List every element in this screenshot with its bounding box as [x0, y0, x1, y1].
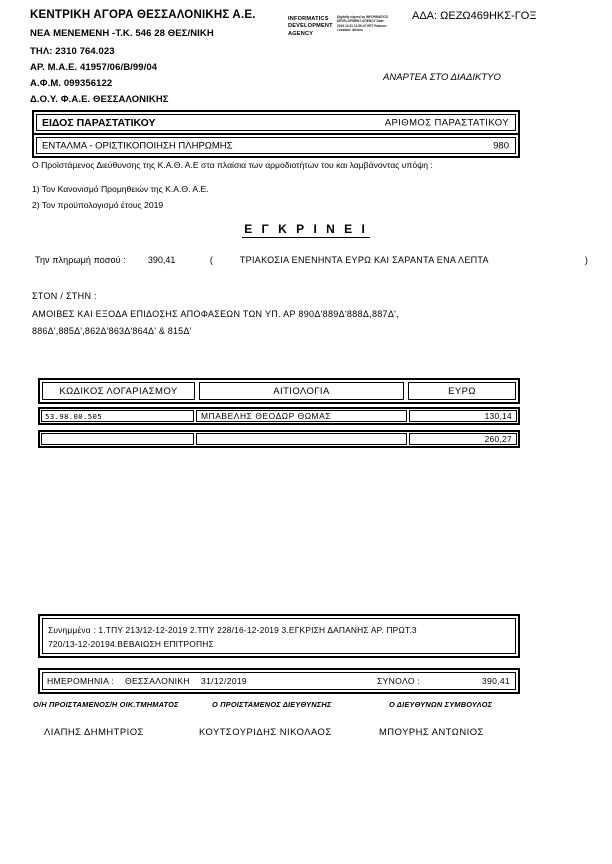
- payment-amount-words: ΤΡΙΑΚΟΣΙΑ ΕΝΕΝΗΝΤΑ ΕΥΡΩ ΚΑΙ ΣΑΡΑΝΤΑ ΕΝΑ ΛΕΠΤΑ: [239, 255, 489, 265]
- date-city: ΘΕΣΣΑΛΟΝΙΚΗ: [125, 676, 190, 686]
- attachments-box: [38, 614, 520, 658]
- informatics-development-agency-logo: INFORMATICS DEVELOPMENT AGENCY: [288, 16, 333, 37]
- attachments-line-1: Συνημμένα : 1.ΤΠΥ 213/12-12-2019 2.ΤΠΥ 228/16-12-2019 3.ΕΓΚΡΙΣΗ ΔΑΠΑΝΗΣ ΑΡ. ΠΡΩΤ.3: [48, 625, 417, 635]
- date-label: ΗΜΕΡΟΜΗΝΙΑ :: [47, 676, 115, 686]
- table-row: [38, 407, 520, 425]
- attachments-line-2: 720/13-12-20194.ΒΕΒΑΙΩΣΗ ΕΠΙΤΡΟΠΗΣ: [48, 639, 214, 649]
- total-value: 390,41: [481, 676, 510, 686]
- organization-title: ΚΕΝΤΡΙΚΗ ΑΓΟΡΑ ΘΕΣΣΑΛΟΝΙΚΗΣ Α.Ε.: [30, 9, 256, 21]
- total-label: ΣΥΝΟΛΟ :: [377, 676, 421, 686]
- organization-doy: Δ.Ο.Υ. Φ.Α.Ε. ΘΕΣΣΑΛΟΝΙΚΗΣ: [30, 94, 169, 105]
- signature-title-2: Ο ΠΡΟΙΣΤΑΜΕΝΟΣ ΔΙΕΥΘΥΝΣΗΣ: [212, 700, 332, 709]
- organization-afm: Α.Φ.Μ. 099356122: [30, 78, 113, 89]
- payment-amount-row: [35, 255, 588, 265]
- ada-code: ΑΔΑ: ΩΕΖΩ469ΗΚΣ-ΓΟΞ: [412, 10, 537, 22]
- preamble-item-2: 2) Τον προϋπολογισμό έτους 2019: [32, 200, 164, 210]
- payment-amount: 390,41: [147, 255, 176, 265]
- document-type-header-label: ΕΙΔΟΣ ΠΑΡΑΣΤΑΤΙΚΟΥ: [42, 116, 156, 129]
- column-header-account-code: ΚΩΔΙΚΟΣ ΛΟΓΑΡΙΑΣΜΟΥ: [42, 382, 195, 400]
- table-row: [38, 430, 520, 448]
- cell-description: [196, 433, 407, 445]
- column-header-description: ΑΙΤΙΟΛΟΓΙΑ: [199, 382, 404, 400]
- recipient-label: ΣΤΟΝ / ΣΤΗΝ :: [32, 291, 97, 301]
- document-type-value: ΕΝΤΑΛΜΑ - ΟΡΙΣΤΙΚΟΠΟΙΗΣΗ ΠΛΗΡΩΜΗΣ: [42, 140, 233, 151]
- signature-name-2: ΚΟΥΤΣΟΥΡΙΔΗΣ ΝΙΚΟΛΑΟΣ: [199, 726, 332, 737]
- organization-address: ΝΕΑ ΜΕΝΕΜΕΝΗ -Τ.Κ. 546 28 ΘΕΣ/ΝΙΚΗ: [30, 28, 214, 39]
- approval-heading: [0, 222, 612, 236]
- payment-label: Την πληρωμή ποσού :: [35, 255, 126, 265]
- organization-phone: ΤΗΛ: 2310 764.023: [30, 46, 115, 57]
- preamble-item-1: 1) Τον Κανονισμό Προμηθειών της Κ.Α.Θ. Α.Ε.: [32, 184, 209, 194]
- signature-title-1: Ο/Η ΠΡΟΙΣΤΑΜΕΝΟΣ/Η ΟΙΚ.ΤΜΗΜΑΤΟΣ: [33, 700, 179, 709]
- paren-open: (: [209, 255, 213, 265]
- document-type-header-bar: [32, 110, 520, 135]
- column-header-euro: ΕΥΡΩ: [408, 382, 516, 400]
- date-value: 31/12/2019: [201, 676, 248, 686]
- document-number-value: 980: [493, 140, 509, 151]
- digital-signature-text: Digitally signed by INFORMATICS DEVELOPMENT AGENCY Date: 2019.12.31 11:56:47 EET Reason: Location: Athens: [337, 15, 388, 32]
- cell-euro: 260,27: [409, 433, 517, 445]
- recipient-line-2: 886Δ',885Δ',862Δ'863Δ'864Δ' & 815Δ': [32, 326, 192, 336]
- date-total-box: [38, 668, 520, 694]
- recipient-line-1: ΑΜΟΙΒΕΣ ΚΑΙ ΕΞΟΔΑ ΕΠΙΔΟΣΗΣ ΑΠΟΦΑΣΕΩΝ ΤΩΝ ΥΠ. ΑΡ 890Δ'889Δ'888Δ,887Δ',: [32, 309, 399, 319]
- published-online-label: ΑΝΑΡΤΕΑ ΣΤΟ ΔΙΑΔΙΚΤΥΟ: [383, 72, 501, 83]
- accounts-table-header: [38, 378, 520, 404]
- preamble-intro: Ο Προϊστάμενος Διεύθυνσης της Κ.Α.Θ. Α.Ε στα πλαίσια των αρμοδιοτήτων του και λαμβάνοντας υπόψη :: [32, 160, 433, 170]
- cell-euro: 130,14: [409, 410, 517, 422]
- document-number-header-label: ΑΡΙΘΜΟΣ ΠΑΡΑΣΤΑΤΙΚΟΥ: [384, 117, 509, 128]
- signature-name-3: ΜΠΟΥΡΗΣ ΑΝΤΩΝΙΟΣ: [379, 726, 484, 737]
- organization-mae: ΑΡ. Μ.Α.Ε. 41957/06/Β/99/04: [30, 62, 158, 73]
- approval-heading-text: Ε Γ Κ Ρ Ι Ν Ε Ι: [244, 222, 368, 236]
- cell-account-code: 53.98.00.505: [41, 410, 194, 422]
- signature-title-3: Ο ΔΙΕΥΘΥΝΩΝ ΣΥΜΒΟΥΛΟΣ: [389, 700, 493, 709]
- signature-name-1: ΛΙΑΠΗΣ ΔΗΜΗΤΡΙΟΣ: [44, 726, 144, 737]
- cell-description: ΜΠΑΒΕΛΗΣ ΘΕΟΔΩΡ ΘΩΜΑΣ: [196, 410, 407, 422]
- cell-account-code: [41, 433, 194, 445]
- document-type-value-bar: [32, 133, 520, 158]
- paren-close: ): [584, 255, 588, 265]
